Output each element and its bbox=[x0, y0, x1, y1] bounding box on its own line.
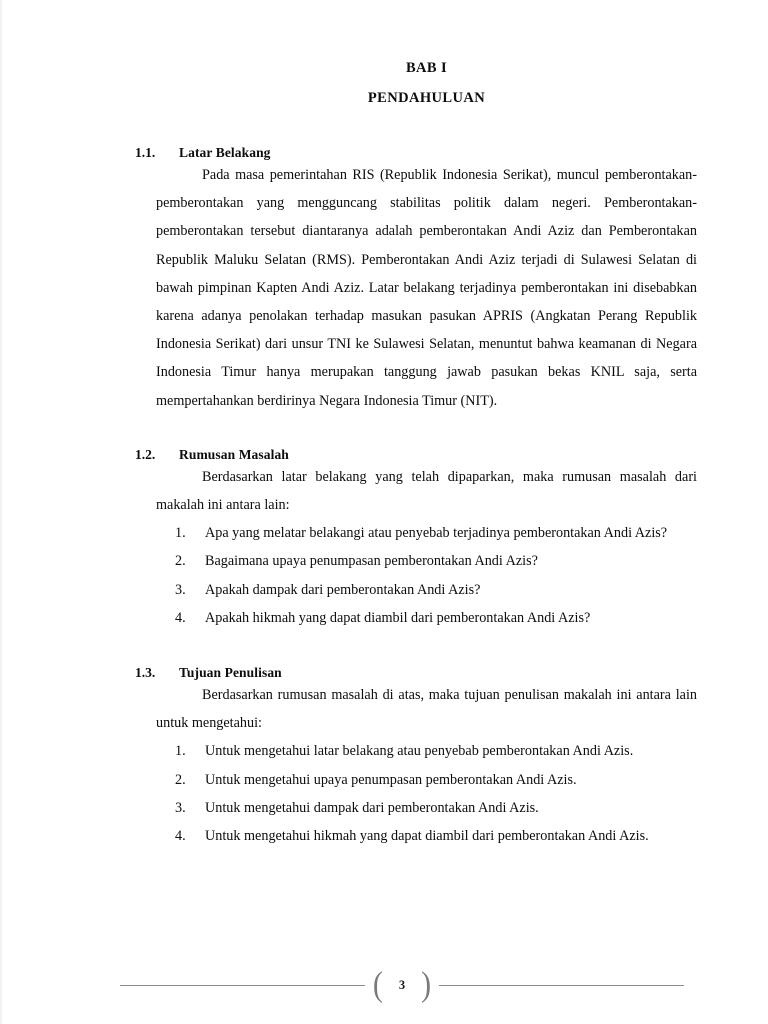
bracket-left-icon: ( bbox=[372, 965, 383, 1004]
list-rumusan-masalah bbox=[156, 519, 697, 632]
paragraph-rumusan-masalah-intro: Berdasarkan latar belakang yang telah dipaparkan, maka rumusan masalah dari makalah ini antara lain: bbox=[156, 468, 697, 514]
bracket-right-icon: ) bbox=[421, 965, 432, 1004]
list-item-text: Untuk mengetahui hikmah yang dapat diambil dari pemberontakan Andi Azis. bbox=[205, 828, 649, 845]
list-item bbox=[156, 519, 697, 547]
chapter-title: PENDAHULUAN bbox=[367, 90, 486, 106]
list-marker: 1. bbox=[175, 525, 186, 542]
list-item-text: Apa yang melatar belakangi atau penyebab terjadinya pemberontakan Andi Azis? bbox=[205, 525, 668, 542]
list-marker: 4. bbox=[175, 609, 186, 626]
list-item bbox=[156, 547, 697, 575]
section-heading-rumusan-masalah bbox=[135, 447, 697, 463]
section-number: 1.3. bbox=[135, 665, 156, 681]
footer-rule-right bbox=[439, 985, 684, 986]
list-item-text: Untuk mengetahui dampak dari pemberontakan Andi Azis. bbox=[205, 799, 539, 816]
list-item-text: Untuk mengetahui upaya penumpasan pemberontakan Andi Azis. bbox=[205, 771, 577, 788]
list-marker: 1. bbox=[175, 743, 186, 760]
section-title: Latar Belakang bbox=[179, 145, 271, 160]
paragraph-latar-belakang: Pada masa pemerintahan RIS (Republik Indonesia Serikat), muncul pemberontakan-pemberontakan yang mengguncang stabilitas politik dalam negeri. Pemberontakan-pemberontakan tersebut diantaranya adalah pemberontakan Andi Aziz dan Pemberontakan Republik Maluku Selatan (RMS). Pemberontakan Andi Aziz terjadi di Sulawesi Selatan di bawah pimpinan Kapten Andi Aziz. Latar belakang terjadinya pemberontakan ini disebabkan karena adanya penolakan terhadap masukan pasukan APRIS (Angkatan Perang Republik Indonesia Serikat) dari unsur TNI ke Sulawesi Selatan, menuntut bahwa keamanan di Negara Indonesia Timur hanya merupakan tanggung jawab pasukan bekas KNIL saja, serta mempertahankan berdirinya Negara Indonesia Timur (NIT). bbox=[156, 167, 697, 409]
page-number: 3 bbox=[398, 977, 406, 992]
section-heading-latar-belakang bbox=[135, 145, 697, 161]
list-item bbox=[156, 604, 697, 632]
page-content bbox=[135, 0, 697, 850]
page-footer bbox=[0, 965, 768, 1004]
page-number-container bbox=[365, 965, 439, 1004]
list-marker: 3. bbox=[175, 799, 186, 816]
list-marker: 2. bbox=[175, 771, 186, 788]
footer-rule-left bbox=[120, 985, 365, 986]
list-item bbox=[156, 822, 697, 850]
list-item bbox=[156, 576, 697, 604]
list-tujuan-penulisan bbox=[156, 737, 697, 850]
section-number: 1.1. bbox=[135, 145, 156, 160]
list-item bbox=[156, 794, 697, 822]
list-item-text: Apakah hikmah yang dapat diambil dari pemberontakan Andi Azis? bbox=[205, 609, 591, 626]
section-heading-tujuan-penulisan bbox=[135, 665, 697, 681]
paragraph-tujuan-penulisan-intro: Berdasarkan rumusan masalah di atas, maka tujuan penulisan makalah ini antara lain untuk mengetahui: bbox=[156, 687, 697, 732]
list-item-text: Bagaimana upaya penumpasan pemberontakan Andi Azis? bbox=[205, 553, 538, 570]
list-marker: 2. bbox=[175, 553, 186, 570]
list-item-text: Apakah dampak dari pemberontakan Andi Azis? bbox=[205, 581, 481, 598]
section-number: 1.2. bbox=[135, 446, 156, 462]
list-marker: 4. bbox=[175, 828, 186, 845]
list-marker: 3. bbox=[175, 581, 186, 598]
list-item bbox=[156, 766, 697, 794]
list-item-text: Untuk mengetahui latar belakang atau penyebab pemberontakan Andi Azis. bbox=[205, 743, 634, 760]
section-title: Rumusan Masalah bbox=[179, 446, 289, 462]
list-item bbox=[156, 737, 697, 765]
section-title: Tujuan Penulisan bbox=[179, 665, 282, 681]
chapter-label: BAB I bbox=[405, 60, 448, 76]
